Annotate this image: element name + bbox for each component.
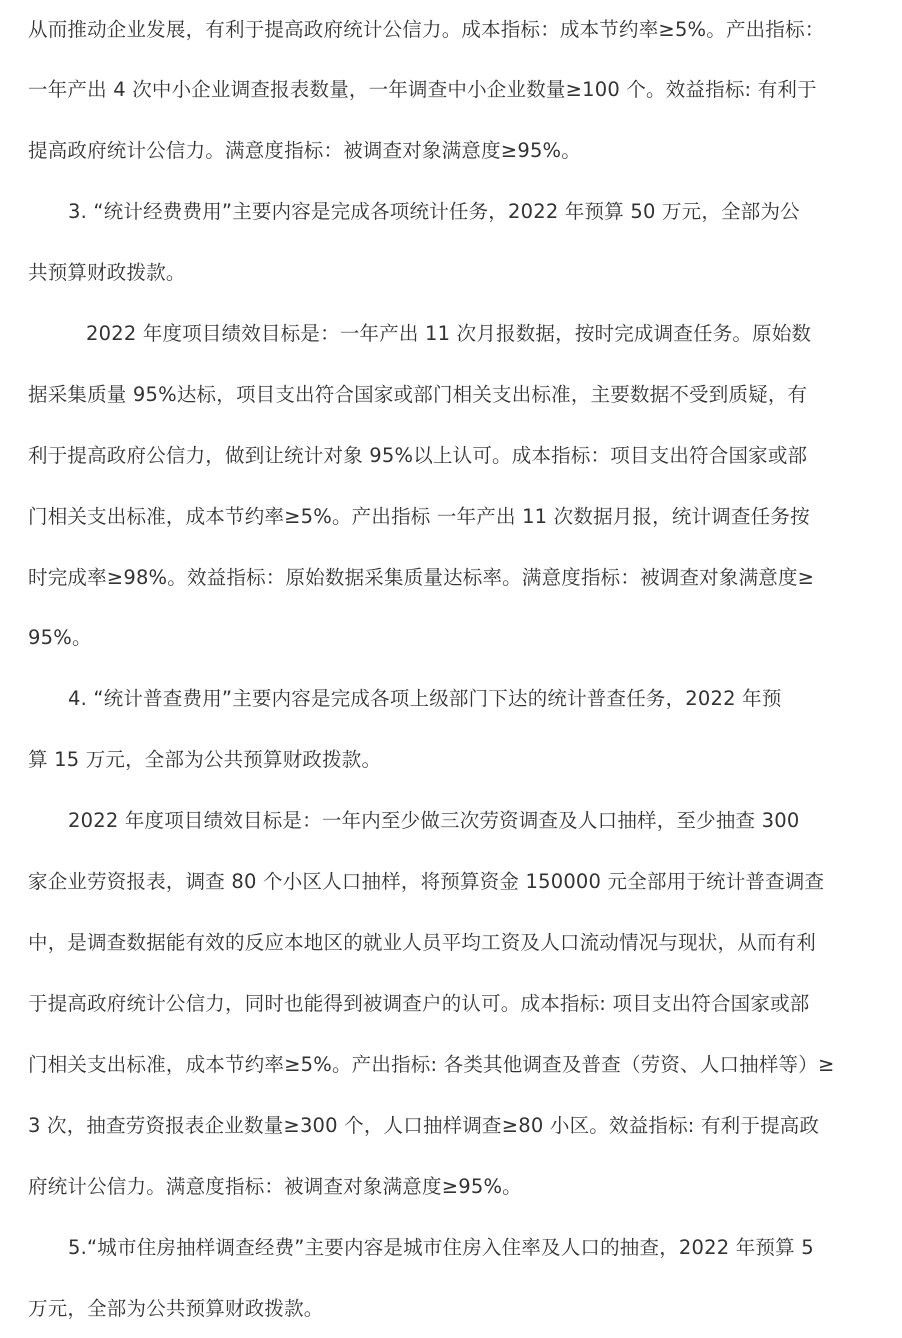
text-line: 中，是调查数据能有效的反应本地区的就业人员平均工资及人口流动情况与现状，从而有利 — [28, 931, 817, 954]
text-line: 算 15 万元，全部为公共预算财政拨款。 — [28, 748, 382, 771]
text-line: 据采集质量 95%达标，项目支出符合国家或部门相关支出标准，主要数据不受到质疑，有 — [28, 383, 808, 406]
paragraph-heading-3: 3. “统计经费费用”主要内容是完成各项统计任务，2022 年预算 50 万元，全部为公 — [68, 200, 800, 223]
paragraph-start: 2022 年度项目绩效目标是：一年内至少做三次劳资调查及人口抽样，至少抽查 300 — [68, 809, 800, 832]
paragraph-heading-4: 4. “统计普查费用”主要内容是完成各项上级部门下达的统计普查任务，2022 年预 — [68, 687, 782, 710]
text-line: 府统计公信力。满意度指标：被调查对象满意度≥95%。 — [28, 1175, 522, 1198]
text-line: 共预算财政拨款。 — [28, 261, 186, 284]
text-line: 门相关支出标准，成本节约率≥5%。产出指标: 各类其他调查及普查（劳资、人口抽样等）≥ — [28, 1053, 835, 1076]
text-line: 利于提高政府公信力，做到让统计对象 95%以上认可。成本指标：项目支出符合国家或部 — [28, 444, 808, 467]
paragraph-start: 2022 年度项目绩效目标是：一年产出 11 次月报数据，按时完成调查任务。原始数 — [86, 322, 812, 345]
text-line: 95%。 — [28, 626, 92, 649]
text-line: 从而推动企业发展，有利于提高政府统计公信力。成本指标：成本节约率≥5%。产出指标： — [28, 18, 825, 41]
text-line: 门相关支出标准，成本节约率≥5%。产出指标 一年产出 11 次数据月报，统计调查任务按 — [28, 505, 810, 528]
text-line: 时完成率≥98%。效益指标：原始数据采集质量达标率。满意度指标：被调查对象满意度≥ — [28, 566, 815, 589]
text-line: 万元，全部为公共预算财政拨款。 — [28, 1297, 324, 1320]
text-line: 提高政府统计公信力。满意度指标：被调查对象满意度≥95%。 — [28, 139, 581, 162]
text-line: 家企业劳资报表，调查 80 个小区人口抽样，将预算资金 150000 元全部用于统计普查调查 — [28, 870, 825, 893]
paragraph-heading-5: 5.“城市住房抽样调查经费”主要内容是城市住房入住率及人口的抽查，2022 年预算 5 — [68, 1236, 814, 1259]
text-line: 于提高政府统计公信力，同时也能得到被调查户的认可。成本指标: 项目支出符合国家或部 — [28, 992, 810, 1015]
text-line: 一年产出 4 次中小企业调查报表数量，一年调查中小企业数量≥100 个。效益指标: 有利于 — [28, 78, 817, 101]
text-line: 3 次，抽查劳资报表企业数量≥300 个，人口抽样调查≥80 小区。效益指标: 有利于提高政 — [28, 1114, 820, 1137]
